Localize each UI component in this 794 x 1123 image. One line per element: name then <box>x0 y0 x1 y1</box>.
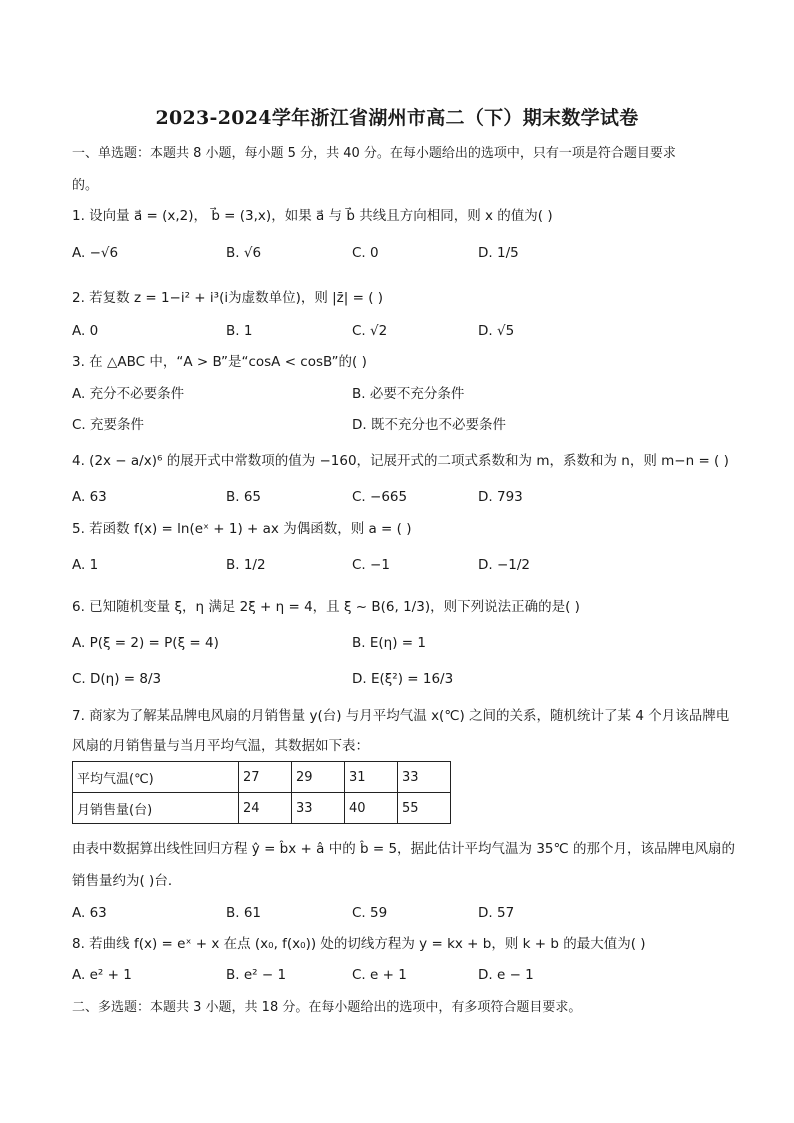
question-7-regression-line2: 销售量约为( )台． <box>72 873 182 889</box>
question-5-option-b: B. 1/2 <box>226 557 266 573</box>
question-1-option-c: C. 0 <box>352 245 379 261</box>
question-5-stem: 5. 若函数 f(x) = ln(eˣ + 1) + ax 为偶函数，则 a = ( ) <box>72 521 412 537</box>
question-2-option-b: B. 1 <box>226 323 253 339</box>
question-3-option-d: D. 既不充分也不必要条件 <box>352 417 506 433</box>
table-cell: 月销售量(台) <box>73 793 239 824</box>
question-6-option-a: A. P(ξ = 2) = P(ξ = 4) <box>72 635 219 651</box>
table-cell: 40 <box>345 793 398 824</box>
question-2-option-a: A. 0 <box>72 323 99 339</box>
question-5-option-d: D. −1/2 <box>478 557 531 573</box>
question-7-option-c: C. 59 <box>352 905 388 921</box>
table-row <box>73 793 451 824</box>
table-cell: 55 <box>398 793 451 824</box>
table-cell: 33 <box>292 793 345 824</box>
question-1-option-d: D. 1/5 <box>478 245 519 261</box>
data-table <box>72 761 451 824</box>
table-cell: 平均气温(℃) <box>73 762 239 793</box>
table-row <box>73 762 451 793</box>
question-8-stem: 8. 若曲线 f(x) = eˣ + x 在点 (x₀, f(x₀)) 处的切线方程为 y = kx + b，则 k + b 的最大值为( ) <box>72 936 646 952</box>
table-cell: 31 <box>345 762 398 793</box>
section-2-heading: 二、多选题：本题共 3 小题，共 18 分。在每小题给出的选项中，有多项符合题目要求。 <box>72 1000 582 1015</box>
table-cell: 24 <box>239 793 292 824</box>
question-5-option-c: C. −1 <box>352 557 390 573</box>
question-3-option-b: B. 必要不充分条件 <box>352 386 465 402</box>
question-6-option-c: C. D(η) = 8/3 <box>72 671 162 687</box>
question-1-option-a: A. −√6 <box>72 245 119 261</box>
question-4-option-d: D. 793 <box>478 489 523 505</box>
question-8-option-d: D. e − 1 <box>478 967 534 983</box>
question-8-option-a: A. e² + 1 <box>72 967 132 983</box>
question-1-option-b: B. √6 <box>226 245 262 261</box>
question-7-option-b: B. 61 <box>226 905 262 921</box>
table-cell: 33 <box>398 762 451 793</box>
exam-title: 2023-2024学年浙江省湖州市高二（下）期末数学试卷 <box>155 107 639 129</box>
question-3-stem: 3. 在 △ABC 中，“A > B”是“cosA < cosB”的( ) <box>72 354 367 370</box>
question-4-stem: 4. (2x − a/x)⁶ 的展开式中常数项的值为 −160，记展开式的二项式系数和为 m，系数和为 n，则 m−n = ( ) <box>72 453 729 469</box>
question-8-option-c: C. e + 1 <box>352 967 407 983</box>
question-7-stem-line1: 7. 商家为了解某品牌电风扇的月销售量 y(台) 与月平均气温 x(℃) 之间的关系，随机统计了某 4 个月该品牌电 <box>72 708 730 724</box>
question-3-option-a: A. 充分不必要条件 <box>72 386 185 402</box>
question-2-option-d: D. √5 <box>478 323 515 339</box>
question-7-regression-line1: 由表中数据算出线性回归方程 ŷ = b̂x + â 中的 b̂ = 5，据此估计平均气温为 35℃ 的那个月，该品牌电风扇的 <box>72 841 735 857</box>
question-1-stem: 1. 设向量 a⃗ = (x,2)， b⃗ = (3,x)，如果 a⃗ 与 b⃗ 共线且方向相同，则 x 的值为( ) <box>72 208 553 224</box>
question-6-stem: 6. 已知随机变量 ξ，η 满足 2ξ + η = 4，且 ξ ~ B(6, 1/3)，则下列说法正确的是( ) <box>72 599 580 615</box>
section-1-heading-cont: 的。 <box>72 178 99 193</box>
table-cell: 27 <box>239 762 292 793</box>
question-7-option-a: A. 63 <box>72 905 107 921</box>
question-4-option-b: B. 65 <box>226 489 262 505</box>
question-6-option-b: B. E(η) = 1 <box>352 635 426 651</box>
question-7-option-d: D. 57 <box>478 905 515 921</box>
question-2-stem: 2. 若复数 z = 1−i² + i³(i为虚数单位)，则 |z̄| = ( ) <box>72 290 384 306</box>
question-8-option-b: B. e² − 1 <box>226 967 287 983</box>
question-2-option-c: C. √2 <box>352 323 388 339</box>
question-6-option-d: D. E(ξ²) = 16/3 <box>352 671 454 687</box>
question-3-option-c: C. 充要条件 <box>72 417 145 433</box>
question-4-option-a: A. 63 <box>72 489 107 505</box>
question-7-stem-line2: 风扇的月销售量与当月平均气温，其数据如下表： <box>72 738 369 754</box>
section-1-heading: 一、单选题：本题共 8 小题，每小题 5 分，共 40 分。在每小题给出的选项中，只有一项是符合题目要求 <box>72 146 676 161</box>
question-5-option-a: A. 1 <box>72 557 99 573</box>
question-4-option-c: C. −665 <box>352 489 408 505</box>
table-cell: 29 <box>292 762 345 793</box>
